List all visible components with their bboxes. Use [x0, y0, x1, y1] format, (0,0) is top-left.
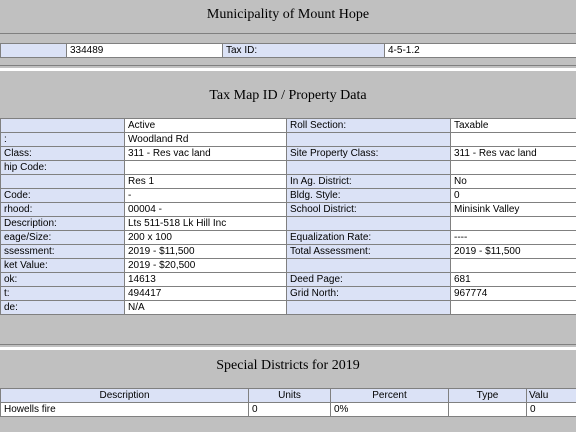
id-row [1, 44, 576, 58]
property-field-value: N/A [125, 301, 287, 315]
municipality-title: Municipality of Mount Hope [206, 7, 370, 22]
property-row [1, 287, 576, 301]
special-districts-table [0, 388, 576, 417]
property-field-label: Grid North: [287, 287, 451, 301]
property-field-value: - [125, 189, 287, 203]
special-districts-title: Special Districts for 2019 [216, 358, 360, 373]
property-field-label [287, 217, 451, 231]
property-field-label: ssessment: [1, 245, 125, 259]
property-field-value: 0 [451, 189, 576, 203]
property-field-label: rhood: [1, 203, 125, 217]
property-field-label: In Ag. District: [287, 175, 451, 189]
district-percent: 0% [331, 403, 449, 417]
property-field-value: ---- [451, 231, 576, 245]
property-field-value [451, 161, 576, 175]
property-field-value [451, 259, 576, 273]
property-row [1, 175, 576, 189]
property-field-value: 200 x 100 [125, 231, 287, 245]
property-field-value: Active [125, 119, 287, 133]
property-field-value: No [451, 175, 576, 189]
property-field-value: Woodland Rd [125, 133, 287, 147]
district-description: Howells fire [1, 403, 249, 417]
property-field-label: de: [1, 301, 125, 315]
district-type [449, 403, 527, 417]
property-section-title: Tax Map ID / Property Data [209, 88, 367, 103]
property-field-label: Bldg. Style: [287, 189, 451, 203]
property-field-value: 2019 - $11,500 [125, 245, 287, 259]
property-field-value: Res 1 [125, 175, 287, 189]
property-field-label: School District: [287, 203, 451, 217]
property-field-label: Roll Section: [287, 119, 451, 133]
column-header-type: Type [449, 389, 527, 403]
column-header-percent: Percent [331, 389, 449, 403]
property-row [1, 119, 576, 133]
property-field-label [287, 133, 451, 147]
district-units: 0 [249, 403, 331, 417]
property-row [1, 161, 576, 175]
property-field-label: ok: [1, 273, 125, 287]
property-field-label: Description: [1, 217, 125, 231]
property-row [1, 147, 576, 161]
property-field-value: 00004 - [125, 203, 287, 217]
property-row [1, 133, 576, 147]
property-field-value: 494417 [125, 287, 287, 301]
footer-area [0, 417, 576, 432]
tax-id-label: Tax ID: [223, 44, 385, 58]
property-field-label: ket Value: [1, 259, 125, 273]
property-field-value [451, 133, 576, 147]
district-value: 0 [527, 403, 576, 417]
property-field-label: hip Code: [1, 161, 125, 175]
property-field-value [451, 301, 576, 315]
property-field-label: Total Assessment: [287, 245, 451, 259]
column-header-value: Valu [527, 389, 576, 403]
property-row [1, 189, 576, 203]
property-field-label [1, 119, 125, 133]
property-field-label [287, 259, 451, 273]
property-row [1, 273, 576, 287]
property-field-value: 14613 [125, 273, 287, 287]
property-field-label: eage/Size: [1, 231, 125, 245]
property-field-value [451, 217, 576, 231]
property-row [1, 259, 576, 273]
divider [0, 68, 576, 71]
divider [0, 347, 576, 350]
property-row [1, 203, 576, 217]
property-row [1, 217, 576, 231]
property-field-value: 2019 - $20,500 [125, 259, 287, 273]
id-table [0, 43, 576, 58]
column-header-units: Units [249, 389, 331, 403]
property-field-value: 311 - Res vac land [125, 147, 287, 161]
property-field-value: 2019 - $11,500 [451, 245, 576, 259]
swis-label [1, 44, 67, 58]
property-field-value: Lts 511-518 Lk Hill Inc [125, 217, 287, 231]
table-row [1, 403, 576, 417]
divider [0, 65, 576, 66]
property-field-label [287, 301, 451, 315]
special-districts-header [1, 389, 576, 403]
property-field-value: Minisink Valley [451, 203, 576, 217]
property-field-value: Taxable [451, 119, 576, 133]
property-field-value [125, 161, 287, 175]
property-table [0, 118, 576, 315]
property-field-label: Code: [1, 189, 125, 203]
property-row [1, 301, 576, 315]
column-header-description: Description [1, 389, 249, 403]
property-field-value: 967774 [451, 287, 576, 301]
divider [0, 344, 576, 345]
property-row [1, 245, 576, 259]
property-field-label: Deed Page: [287, 273, 451, 287]
tax-id-value: 4-5-1.2 [385, 44, 576, 58]
property-field-label: t: [1, 287, 125, 301]
property-row [1, 231, 576, 245]
property-field-label [287, 161, 451, 175]
property-field-value: 681 [451, 273, 576, 287]
property-field-label [1, 175, 125, 189]
property-field-label: Class: [1, 147, 125, 161]
divider [0, 33, 576, 34]
property-field-label: Equalization Rate: [287, 231, 451, 245]
swis-value: 334489 [67, 44, 223, 58]
property-field-label: : [1, 133, 125, 147]
property-field-value: 311 - Res vac land [451, 147, 576, 161]
property-field-label: Site Property Class: [287, 147, 451, 161]
